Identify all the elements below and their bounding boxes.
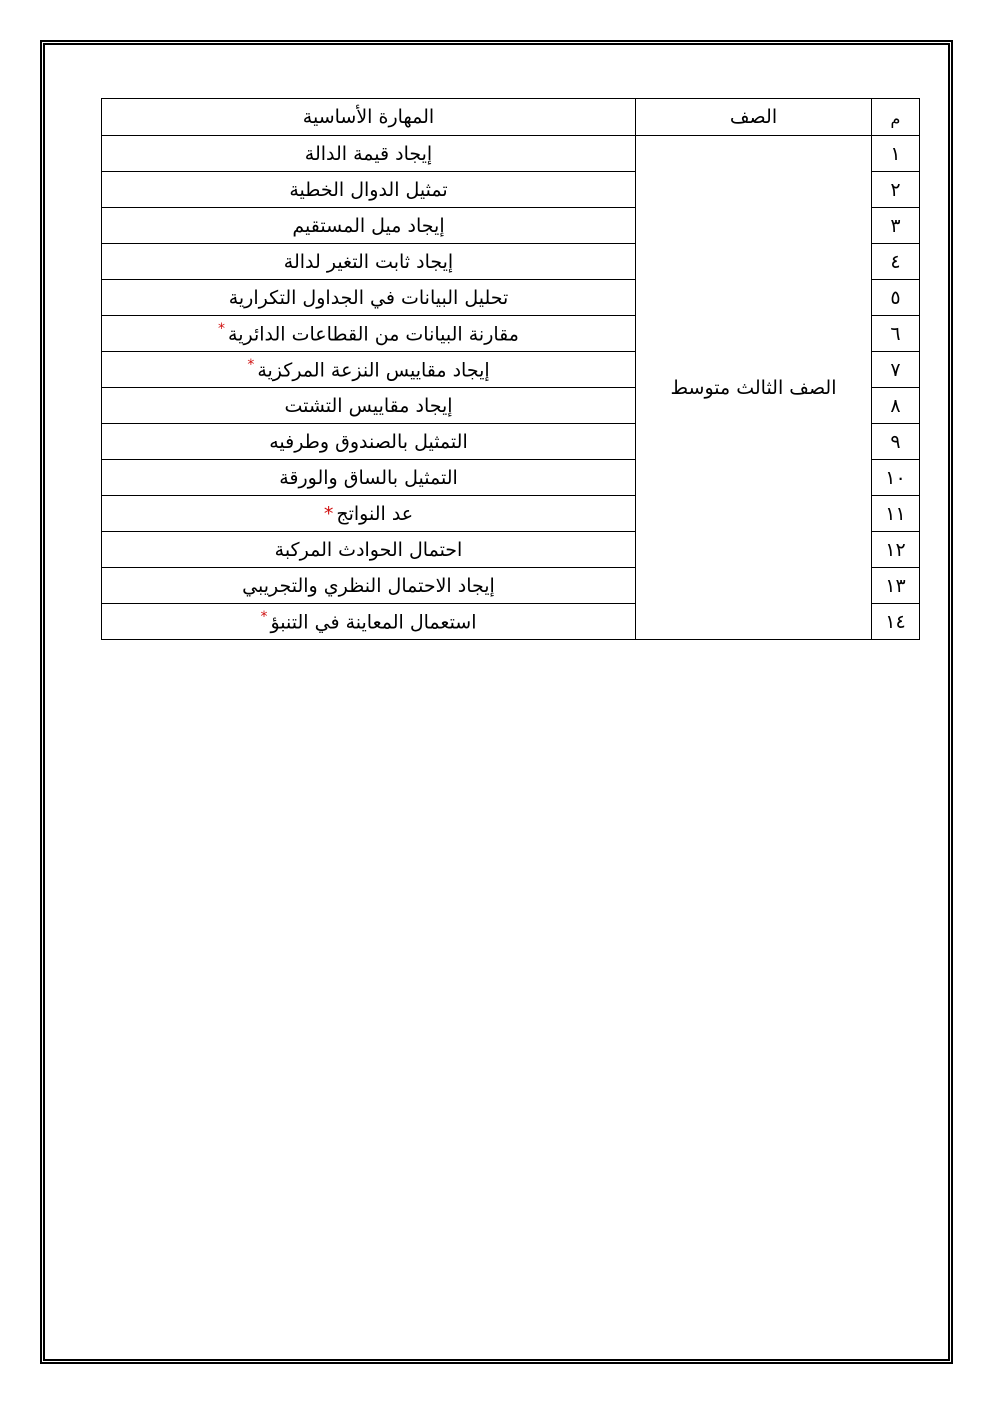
row-skill <box>102 532 636 568</box>
skill-text: إيجاد مقاييس التشتت <box>284 394 453 417</box>
row-number: ١٣ <box>872 568 920 604</box>
row-skill <box>102 424 636 460</box>
row-number: ٣ <box>872 208 920 244</box>
row-number: ٨ <box>872 388 920 424</box>
skill-text: إيجاد ميل المستقيم <box>292 214 445 237</box>
row-skill <box>102 244 636 280</box>
row-number: ٢ <box>872 172 920 208</box>
row-skill <box>102 388 636 424</box>
row-skill <box>102 136 636 172</box>
row-number: ١٤ <box>872 604 920 640</box>
row-number: ١٢ <box>872 532 920 568</box>
asterisk-mark: * <box>218 321 226 338</box>
skill-text: تمثيل الدوال الخطية <box>289 178 448 201</box>
table-row <box>102 136 920 172</box>
header-grade: الصف <box>636 99 872 136</box>
skill-text: تحليل البيانات في الجداول التكرارية <box>228 286 509 309</box>
row-number: ٤ <box>872 244 920 280</box>
row-skill <box>102 568 636 604</box>
row-skill <box>102 172 636 208</box>
table-header-row <box>102 99 920 136</box>
row-skill <box>102 460 636 496</box>
skill-text: إيجاد قيمة الدالة <box>304 142 433 165</box>
grade-cell: الصف الثالث متوسط <box>636 136 872 640</box>
header-skill: المهارة الأساسية <box>102 99 636 136</box>
row-skill <box>102 208 636 244</box>
row-number: ١٠ <box>872 460 920 496</box>
header-number: م <box>872 99 920 136</box>
row-skill <box>102 280 636 316</box>
row-number: ٦ <box>872 316 920 352</box>
skill-text: عد النواتج <box>336 502 414 525</box>
skill-text: احتمال الحوادث المركبة <box>274 538 463 561</box>
asterisk-mark: * <box>260 609 268 626</box>
asterisk-mark: * <box>247 357 255 374</box>
row-number: ١ <box>872 136 920 172</box>
skills-table <box>101 98 920 640</box>
skill-text: إيجاد ثابت التغير لدالة <box>283 250 454 273</box>
skill-text: إيجاد الاحتمال النظري والتجريبي <box>242 574 495 597</box>
row-number: ١١ <box>872 496 920 532</box>
skill-text: استعمال المعاينة في التنبؤ <box>270 611 477 634</box>
row-skill <box>102 604 636 640</box>
skill-text: إيجاد مقاييس النزعة المركزية <box>257 359 490 382</box>
skill-text: مقارنة البيانات من القطاعات الدائرية <box>228 323 519 346</box>
row-skill <box>102 316 636 352</box>
skill-text: التمثيل بالصندوق وطرفيه <box>269 430 468 453</box>
row-number: ٥ <box>872 280 920 316</box>
row-skill <box>102 496 636 532</box>
row-skill <box>102 352 636 388</box>
row-number: ٩ <box>872 424 920 460</box>
skill-text: التمثيل بالساق والورقة <box>279 466 458 489</box>
row-number: ٧ <box>872 352 920 388</box>
asterisk-mark: * <box>323 502 334 525</box>
